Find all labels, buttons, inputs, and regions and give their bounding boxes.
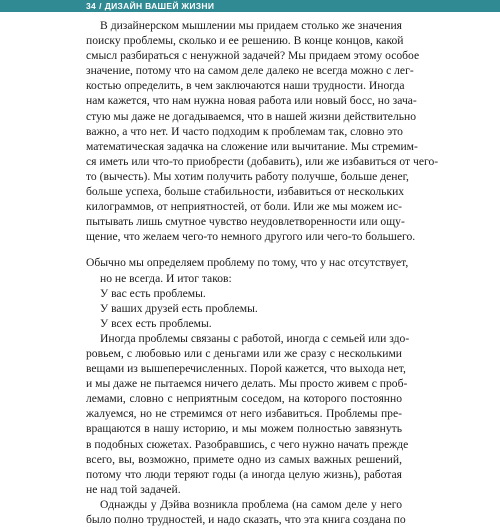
book-title: ДИЗАЙН ВАШЕЙ ЖИЗНИ	[104, 1, 215, 11]
paragraph-line: Однажды у Дэйва возникла проблема (на самом деле у него	[100, 497, 402, 511]
paragraph-line: ся иметь или что-то приобрести (добавить), или же избавиться от чего-	[86, 154, 439, 168]
paragraph-line: но не всегда. И итог таков:	[100, 271, 232, 285]
paragraph-line: килограммов, от неприятностей, от боли. Или же мы можем ис-	[86, 200, 402, 214]
paragraph-line: не над той задачей.	[86, 482, 181, 496]
paragraph-line: вращаются в нашу историю, и мы можем полностью завязнуть	[86, 422, 402, 436]
list-item: У вас есть проблемы.	[100, 286, 206, 300]
paragraph-line: всего, вы, возможно, примете одно из самых важных решений,	[86, 452, 402, 466]
paragraph-line: важно, а что нет. И часто подходим к проблемам так, словно это	[86, 124, 403, 138]
paragraph-line: и мы даже не пытаемся ничего делать. Мы просто живем с проб-	[86, 377, 408, 391]
page-number: 34	[86, 1, 97, 11]
paragraph-line: ровьем, с любовью или с деньгами или же сразу с несколькими	[86, 346, 402, 360]
paragraph-line: то (вычесть). Мы хотим получить работу получше, больше денег,	[86, 169, 409, 183]
paragraph-line: костью определить, в чем заключаются наши трудности. Иногда	[86, 79, 405, 93]
paragraph-line: больше успеха, больше стабильности, избавиться от нескольких	[86, 185, 405, 199]
paragraph-line: вещами из вышеперечисленных. Порой кажется, что выхода нет,	[86, 362, 406, 376]
paragraph-line: значение, потому что на самом деле далеко не всегда можно с лег-	[86, 64, 414, 78]
list-item: У всех есть проблемы.	[100, 316, 212, 330]
body-text	[86, 18, 439, 527]
paragraph-line: потому что люди теряют годы (а иногда целую жизнь), работая	[86, 467, 402, 481]
list-item: У ваших друзей есть проблемы.	[100, 301, 258, 315]
paragraph-line: было полно трудностей, и надо сказать, что эта книга создана по	[86, 513, 406, 526]
header-separator: /	[99, 1, 102, 11]
paragraph-line: в подобных сюжетах. Разобравшись, с чего нужно начать прежде	[86, 437, 409, 451]
paragraph-line: смысл разбираться с ненужной задачей? Мы придаем этому особое	[86, 49, 420, 63]
running-header-bar	[0, 0, 500, 12]
paragraph-line: математическая задачка на сложение или вычитание. Мы стремим-	[86, 139, 418, 153]
paragraph-line: Иногда проблемы связаны с работой, иногда с семьей или здо-	[100, 331, 410, 345]
paragraph-line: поиску проблемы, сколько и ее решению. В конце концов, какой	[86, 34, 404, 48]
paragraph-line: Обычно мы определяем проблему по тому, что у нас отсутствует,	[86, 256, 409, 270]
running-header	[86, 0, 214, 12]
paragraph-gap	[86, 244, 402, 255]
paragraph-line: нам кажется, что нам нужна новая работа или новый босс, но зача-	[86, 94, 417, 108]
paragraph-line: В дизайнерском мышлении мы придаем столько же значения	[100, 19, 402, 32]
paragraph-line: стую мы даже не догадываемся, что в нашей жизни действительно	[86, 109, 417, 123]
paragraph-line: щение, что желаем чего-то немного другого или чего-то большего.	[86, 230, 416, 244]
paragraph-line: лемами, словно с неприятным соседом, на которого постоянно	[86, 392, 402, 406]
paragraph-line: жалуемся, но не стремимся от него избавиться. Проблемы пре-	[86, 407, 402, 421]
paragraph-line: пытывать лишь смутное чувство неудовлетворенности или ощу-	[86, 215, 405, 229]
